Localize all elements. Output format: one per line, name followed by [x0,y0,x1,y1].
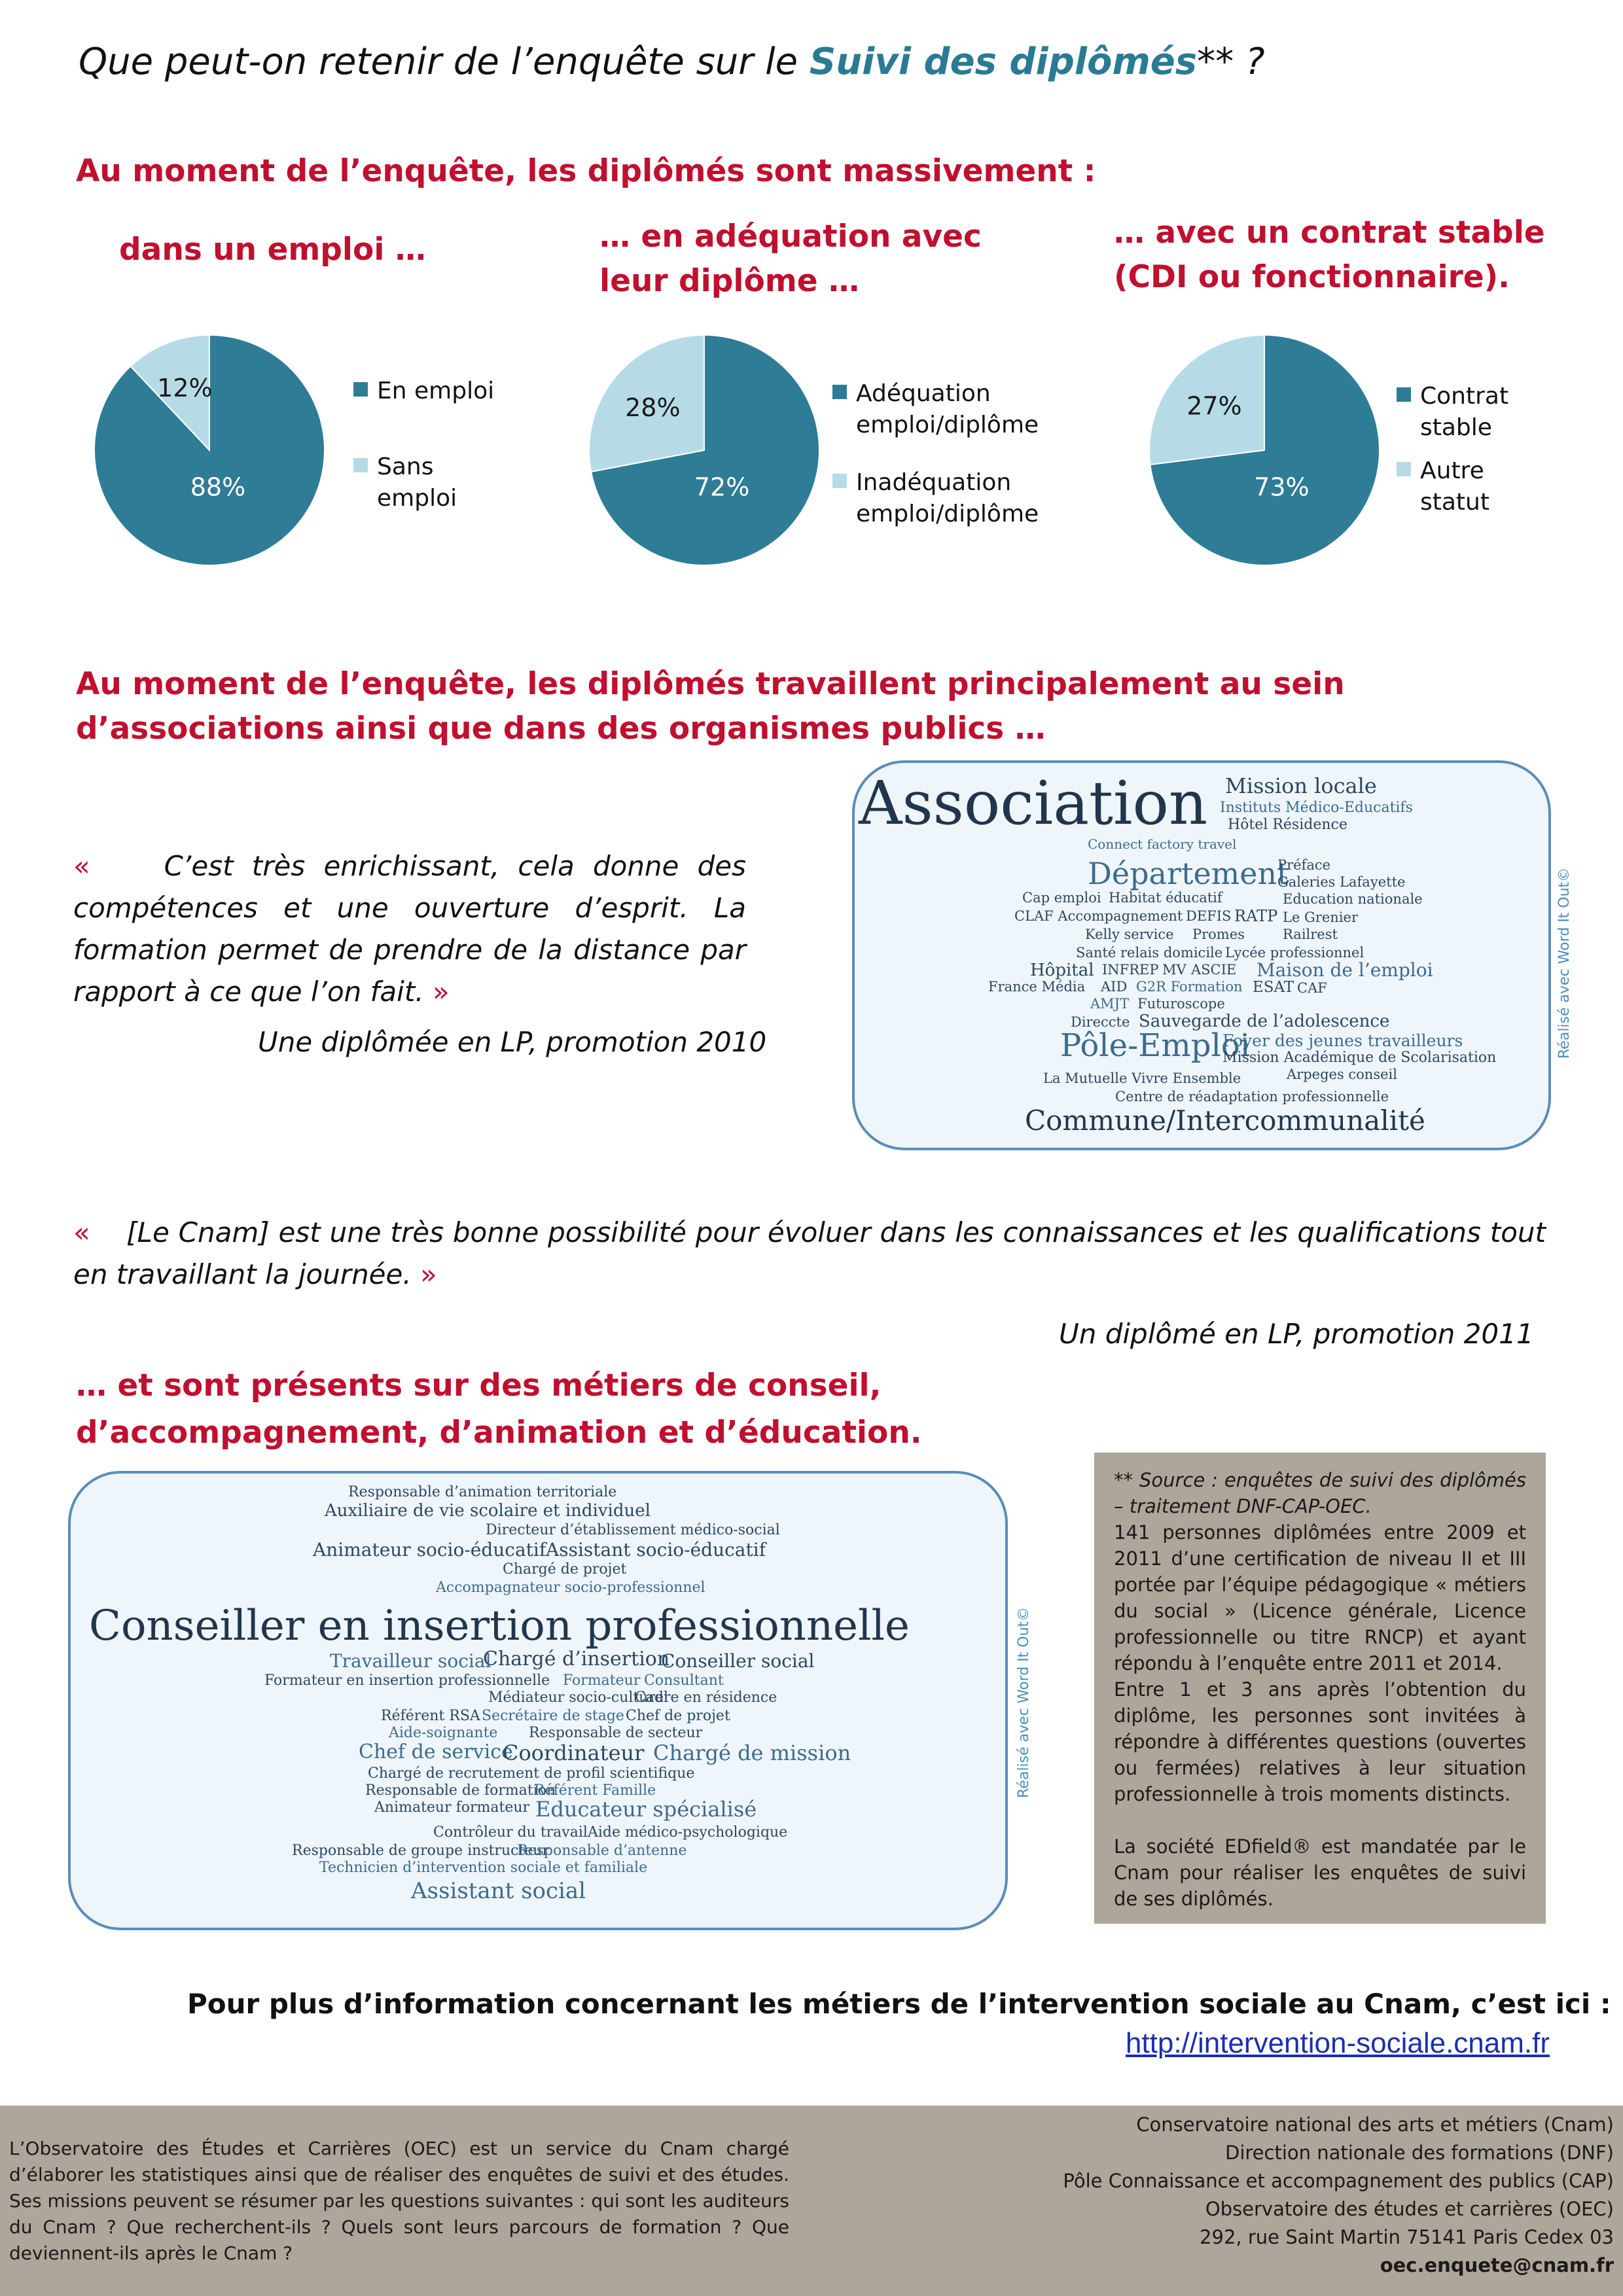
cloud1-word: Education nationale [1283,891,1423,907]
cloud2-word: Consultant [644,1672,724,1689]
cloud1-word: Cap emploi [1022,890,1101,906]
cloud1-word: Mission Académique de Scolarisation [1222,1050,1497,1066]
quote-1-author: Une diplômée en LP, promotion 2010 [258,1026,767,1058]
chart3-heading: … avec un contrat stable (CDI ou fonctionnaire). [1114,215,1545,295]
chart1-heading: dans un emploi … [119,232,426,268]
cloud2-word: Aide médico-psychologique [588,1824,788,1841]
source-paragraph-1: 141 personnes diplômées entre 2009 et 2011 d’une certification de niveau II et III portée par l’équipe pédagogique « métiers du social » (Licence générale, Licence professionnelle ou titre RNCP) et ayant répondu à l’enquête entre 2011 et 2014. [1114,1521,1526,1674]
cloud2-word: Responsable de formation [365,1782,556,1799]
cloud2-word: Formateur [563,1672,641,1689]
cloud1-word: Le Grenier [1283,910,1358,925]
cloud1-word: France Média [988,979,1086,995]
cloud2-word: Référent RSA [381,1708,480,1724]
cloud1-word: Habitat éducatif [1109,890,1222,906]
word-cloud-jobs [68,1471,1008,1930]
cloud1-word: Direccte [1071,1014,1130,1030]
cloud1-word: INFREP [1102,962,1159,978]
cloud2-word: Chef de service [359,1740,513,1763]
page-title: Que peut-on retenir de l’enquête sur le Suivi des diplômés** ? [79,41,1265,83]
source-box [1094,1453,1546,1924]
legend-item-sans-emploi: Sans emploi [353,451,457,514]
cloud1-word: ASCIE [1191,962,1237,978]
word-cloud-employers [852,760,1551,1150]
quote-1: « C’est très enrichissant, cela donne des compétences et une ouverture d’esprit. La formation permet de prendre de la distance par rapport à ce que l’on fait. » [73,850,746,1008]
word-cloud-credit: Réalisé avec Word It Out© [1556,867,1573,1059]
cloud2-word: Responsable d’animation territoriale [348,1484,617,1500]
source-paragraph-3: La société EDfield® est mandatée par le Cnam pour réaliser les enquêtes de suivi de ses diplômés. [1114,1835,1526,1910]
pie-data-label: 12% [157,374,213,403]
cloud2-word: Chargé de projet [503,1561,627,1578]
cloud1-word: ESAT [1253,979,1294,996]
cloud2-word: Secrétaire de stage [482,1708,624,1724]
pie-data-label: 73% [1254,472,1310,502]
title-accent: Suivi des diplômés [809,41,1198,83]
cloud1-word: MV [1162,962,1186,978]
more-info-text: Pour plus d’information concernant les métiers de l’intervention sociale au Cnam, c’est ici : [187,1988,1611,2020]
cloud2-word: Responsable d’antenne [517,1843,687,1859]
cloud2-word: Educateur spécialisé [535,1797,757,1822]
cloud1-word: Lycée professionnel [1225,945,1364,961]
cloud1-word: Arpeges conseil [1287,1067,1397,1082]
cloud2-word: Aide-soignante [389,1725,498,1741]
word-cloud-credit-2: Réalisé avec Word It Out© [1016,1606,1032,1798]
legend-item-adequation: Adéquation emploi/diplôme [832,378,1039,441]
cloud1-word: Connect factory travel [1088,836,1237,852]
cloud1-word: Hôtel Résidence [1228,817,1347,833]
cloud2-word: Chargé de recrutement de profil scientifique [368,1765,695,1782]
cloud2-word: Chef de projet [626,1708,730,1724]
cloud1-word: Galeries Lafayette [1277,874,1406,890]
cloud1-word: Pôle-Emploi [1060,1027,1251,1064]
cloud1-word: Commune/Intercommunalité [1025,1104,1425,1137]
legend-item-en-emploi: En emploi [353,376,494,407]
cloud1-word: La Mutuelle Vivre Ensemble [1043,1070,1241,1086]
cloud2-word: Cadre en résidence [635,1689,777,1706]
cloud2-word: Formateur en insertion professionnelle [264,1672,550,1689]
cloud2-word: Référent Famille [534,1782,656,1799]
cloud1-word: Département [1088,856,1289,891]
cloud1-word: CAF [1297,980,1327,996]
cloud2-word: Animateur socio-éducatif [313,1539,546,1561]
cloud1-word: Maison de l’emploi [1257,959,1433,981]
legend-item-inadequation: Inadéquation emploi/diplôme [832,467,1039,530]
source-head: ** Source : enquêtes de suivi des diplômés – traitement DNF-CAP-OEC. [1114,1469,1526,1517]
cloud1-word: Kelly service [1085,927,1174,942]
cloud1-word: Santé relais domicile [1076,945,1223,961]
pie-data-label: 27% [1186,391,1242,421]
cloud1-word: G2R Formation [1136,979,1243,995]
cloud2-word: Assistant social [411,1878,586,1904]
cloud2-word: Animateur formateur [374,1799,530,1816]
footer [0,2106,1623,2296]
cloud2-word: Chargé de mission [653,1740,851,1765]
chart2-heading: … en adéquation avec leur diplôme … [599,219,982,299]
cloud1-word: Instituts Médico-Educatifs [1220,800,1413,816]
cloud2-word: Assistant socio-éducatif [546,1539,766,1561]
section2-heading: Au moment de l’enquête, les diplômés travaillent principalement au sein d’associations ainsi que dans des organismes publics … [76,666,1345,747]
pie-chart-contract [1147,332,1382,568]
cloud1-word: Sauvegarde de l’adolescence [1139,1012,1390,1031]
cloud2-word: Contrôleur du travail [433,1824,588,1841]
footer-email[interactable]: oec.enquete@cnam.fr [1380,2254,1614,2276]
quote-2-author: Un diplômé en LP, promotion 2011 [1059,1318,1534,1350]
footer-address: Conservatoire national des arts et métiers (Cnam) Direction nationale des formations (DNF) Pôle Connaissance et accompagnement des publics (CAP) Observatoire des études et carrières (OEC) 292, rue Saint Martin 75141 Paris Cedex 03 oec.enquete@cnam.fr [1063,2111,1614,2280]
cloud2-word: Auxiliaire de vie scolaire et individuel [325,1501,651,1521]
cloud1-word: Préface [1277,857,1331,873]
cloud2-word: Coordinateur [503,1740,645,1765]
cloud1-word: Centre de réadaptation professionnelle [1115,1089,1389,1104]
cloud2-word: Technicien d’intervention sociale et familiale [319,1860,648,1876]
section1-heading: Au moment de l’enquête, les diplômés sont massivement : [76,153,1096,189]
cloud1-word: Association [859,768,1208,838]
cloud2-word: Accompagnateur socio-professionnel [436,1580,705,1596]
cloud2-word: Responsable de groupe instructeur [292,1843,550,1859]
source-paragraph-2: Entre 1 et 3 ans après l’obtention du diplôme, les personnes sont invitées à répondre à différentes questions (ouvertes ou fermées) relatives à leur situation professionnelle à trois moments distincts. [1114,1678,1526,1805]
cloud2-word: Travailleur social [330,1650,491,1672]
pie-data-label: 88% [190,472,246,502]
pie-chart-adequation [586,332,822,568]
cloud1-word: Hôpital [1030,961,1094,980]
cloud1-word: Futuroscope [1137,996,1225,1012]
cloud1-word: DEFIS [1186,908,1232,924]
more-info-link[interactable]: http://intervention-sociale.cnam.fr [1125,2027,1550,2059]
cloud2-word: Conseiller social [661,1650,815,1672]
cloud1-word: AMJT [1090,996,1130,1012]
cloud1-word: CLAF Accompagnement [1014,908,1183,924]
section3-heading: … et sont présents sur des métiers de conseil, d’accompagnement, d’animation et d’éducation. [76,1368,922,1451]
cloud1-word: RATP [1234,907,1278,925]
cloud1-word: Railrest [1283,927,1338,942]
cloud1-word: AID [1101,979,1128,995]
legend-item-autre-statut: Autre statut [1397,455,1489,518]
quote-2: « [Le Cnam] est une très bonne possibilité pour évoluer dans les connaissances et les qualifications tout en travaillant la journée. » [73,1216,1546,1290]
pie-data-label: 28% [625,393,681,422]
footer-description: L’Observatoire des Études et Carrières (OEC) est un service du Cnam chargé d’élaborer les statistiques ainsi que de réaliser des enquêtes de suivi et des études. Ses missions peuvent se résumer par les questions suivantes : qui sont les auditeurs du Cnam ? Que recherchent-ils ? Quels sont leurs parcours de formation ? Que deviennent-ils après le Cnam ? [9,2138,789,2264]
cloud1-word: Mission locale [1225,773,1377,798]
pie-data-label: 72% [694,472,750,502]
cloud1-word: Promes [1192,927,1245,942]
legend-item-contrat-stable: Contrat stable [1397,381,1508,444]
cloud2-word: Directeur d’établissement médico-social [486,1522,780,1538]
cloud2-word: Chargé d’insertion [483,1648,670,1670]
cloud2-word: Médiateur socio-culturel [488,1689,668,1706]
cloud2-word: Responsable de secteur [529,1725,703,1741]
cloud2-word: Conseiller en insertion professionnelle [89,1602,910,1650]
pie-chart-employment [92,332,327,568]
cloud1-word: Foyer des jeunes travailleurs [1222,1031,1463,1050]
